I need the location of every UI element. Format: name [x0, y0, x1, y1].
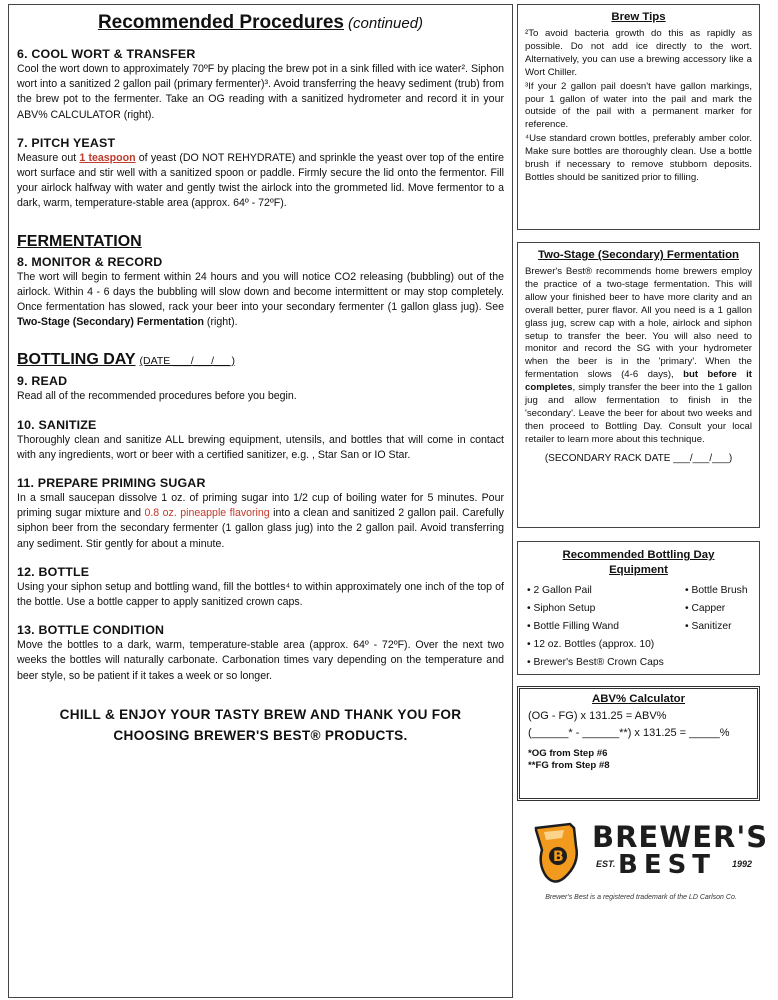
list-item: • Brewer's Best® Crown Caps: [527, 657, 664, 668]
step-heading: 9. READ: [17, 374, 68, 389]
step-monitor-record: [17, 254, 504, 331]
hop-icon: [530, 816, 588, 888]
step-text: Measure out 1 teaspoon of yeast (DO NOT REHYDRATE) and sprinkle the yeast over top of the entire wort surface and stir well with a sanitized spoon or paddle. Firmly secure the lid onto the fermentor. Fill your airlock halfway with water and gently twist the airlock into the grommeted lid. Move fermentor to a dark, warm, temperature-stable area (approx. 64º - 72ºF).: [17, 151, 504, 210]
step-heading: 11. PREPARE PRIMING SUGAR: [17, 476, 206, 491]
step-heading: 8. MONITOR & RECORD: [17, 254, 163, 269]
flavoring-highlight: 0.8 oz. pineapple flavoring: [144, 507, 270, 520]
step-heading: 6. COOL WORT & TRANSFER: [17, 47, 196, 61]
step-text: In a small saucepan dissolve 1 oz. of priming sugar into 1/2 cup of boiling water for 5 minutes. Pour priming sugar mixture and 0.8 oz. pineapple flavoring into a clean and sanitized 2 gallon pail. Carefully siphon beer from the secondary fermenter (1 gallon glass jug) into the 2 gallon pail. Avoid transferring any sediment. Stir gently for about a minute.: [17, 492, 504, 550]
list-item: • Bottle Filling Wand: [527, 621, 619, 632]
step-heading: 12. BOTTLE: [17, 564, 90, 579]
step-text: The wort will begin to ferment within 24 hours and you will notice CO2 releasing (bubbling) out of the airlock. Within 4 - 6 days the bubbling will slow down and become intermittent or may stop completely. Once fermentation has slowed, rack your beer into your secondary fermenter (1 gallon glass jug). See Two-Stage (Secondary) Fermentation (right).: [17, 270, 504, 329]
list-item: • Sanitizer: [685, 621, 732, 632]
bottling-equipment-panel: [517, 541, 760, 675]
step-text: Move the bottles to a dark, warm, temperature-stable area (approx. 64º - 72ºF). Over the next two weeks the bottles will naturally carbonate. Carbonation times vary depending on the temperature and beer style, so be patient if it takes a week or so longer.: [17, 639, 504, 682]
equipment-title: Recommended Bottling Day Equipment: [562, 549, 715, 576]
step-text: Cool the wort down to approximately 70ºF by placing the brew pot in a sink filled with ice water². Siphon wort into a sanitized 2 gallon pail (primary fermenter)³. Avoid transferring the heavy sediment (trub) from the brew pot to the fermenter. Take an OG reading with a sanitized hydrometer and record it in your ABV% CALCULATOR (right).: [17, 63, 504, 121]
abv-note-fg: **FG from Step #8: [528, 760, 610, 771]
list-item: • Capper: [685, 603, 726, 614]
bottling-section-title: BOTTLING DAY (DATE ___/___/___): [17, 351, 236, 369]
step-heading: 10. SANITIZE: [17, 417, 97, 432]
secondary-rack-date-field: (SECONDARY RACK DATE ___/___/___): [544, 452, 733, 464]
abv-title: ABV% Calculator: [591, 693, 686, 705]
brand-logo: [520, 812, 769, 912]
step-bottle-condition: [17, 622, 504, 684]
step-text: Thoroughly clean and sanitize ALL brewing equipment, utensils, and bottles that will come in contact with any ingredients, wort or beer with a certified sanitizer, e.g. , Star San or IO Star.: [17, 433, 504, 461]
brew-tips-title: Brew Tips: [611, 11, 666, 23]
equipment-list-left: [527, 582, 677, 672]
fermentation-section-title: FERMENTATION: [17, 232, 142, 250]
svg-text:B: B: [553, 849, 564, 865]
list-item: • 12 oz. Bottles (approx. 10): [527, 639, 655, 650]
trademark-notice: Brewer's Best is a registered trademark of the LD Carlson Co.: [545, 894, 737, 901]
two-stage-text: Brewer's Best® recommends home brewers employ the practice of a two-stage fermentation. This will allow your finished beer to have more clarity and an overall better, purer flavor. All you need is a 1 gallon glass jug, screw cap with a hole, airlock and siphon setup to transfer the beer. You will also need to monitor and record the SG with your hydrometer when the beer is in the 'primary'. When the fermentation slows (4-6 days), but before it completes, simply transfer the beer into the 1 gallon jug and allow fermentation to finish in the 'secondary'. Leave the beer for about two weeks and then proceed to Bottling Day. Consult your local retailer to learn more about this technique.: [525, 266, 752, 445]
step-pitch-yeast: [17, 135, 504, 212]
step-text: Using your siphon setup and bottling wand, fill the bottles⁴ to within approximately one inch of the top of the bottle. Use a bottle capper to apply sanitized crown caps.: [17, 580, 504, 609]
two-stage-fermentation-panel: [517, 242, 760, 528]
tip-item: ⁴Use standard crown bottles, preferably amber color. Make sure bottles are thoroughly clean. Use a bottle brush if necessary to remove stubborn deposits. Bottles should be sanitized prior to filling.: [525, 133, 752, 183]
step-heading: 13. BOTTLE CONDITION: [17, 623, 165, 638]
step-cool-wort: [17, 46, 504, 123]
two-stage-title: Two-Stage (Secondary) Fermentation: [537, 249, 740, 261]
abv-formula: (OG - FG) x 131.25 = ABV%: [528, 710, 667, 722]
main-procedures-panel: [8, 4, 513, 998]
bottling-date-field: (DATE ___/___/___): [139, 355, 236, 368]
yeast-amount-highlight: 1 teaspoon: [79, 151, 136, 164]
abv-calculator-panel: [517, 686, 760, 801]
step-text: Read all of the recommended procedures before you begin.: [17, 390, 297, 403]
tip-item: ³If your 2 gallon pail doesn't have gallon markings, pour 1 gallon of water into the pail and mark the outside of the pail with a permanent marker for reference.: [525, 80, 752, 131]
list-item: • Siphon Setup: [527, 603, 596, 614]
equipment-list-right: [685, 582, 765, 636]
brand-year: 1992: [732, 859, 753, 869]
abv-note-og: *OG from Step #6: [528, 748, 608, 759]
page-title: Recommended Procedures (continued): [97, 12, 424, 33]
list-item: • 2 Gallon Pail: [527, 585, 592, 596]
step-bottle: [17, 564, 504, 610]
step-heading: 7. PITCH YEAST: [17, 135, 116, 150]
step-read: [17, 373, 504, 404]
closing-message: CHILL & ENJOY YOUR TASTY BREW AND THANK YOU FOR CHOOSING BREWER'S BEST® PRODUCTS.: [59, 706, 462, 743]
step-sanitize: [17, 417, 504, 463]
list-item: • Bottle Brush: [685, 585, 748, 596]
abv-fill-line: (______* - ______**) x 131.25 = _____%: [528, 727, 730, 739]
brew-tips-panel: [517, 4, 760, 230]
brand-est: EST.: [596, 859, 616, 869]
step-priming-sugar: [17, 475, 504, 552]
brand-name-top: BREWER'S: [592, 820, 769, 854]
tip-item: ²To avoid bacteria growth do this as rapidly as possible. Do not add ice directly to the wort. Alternatively, you can use a brewing accessory like a Wort Chiller.: [525, 28, 752, 78]
brand-name-bottom: BEST: [618, 850, 717, 880]
